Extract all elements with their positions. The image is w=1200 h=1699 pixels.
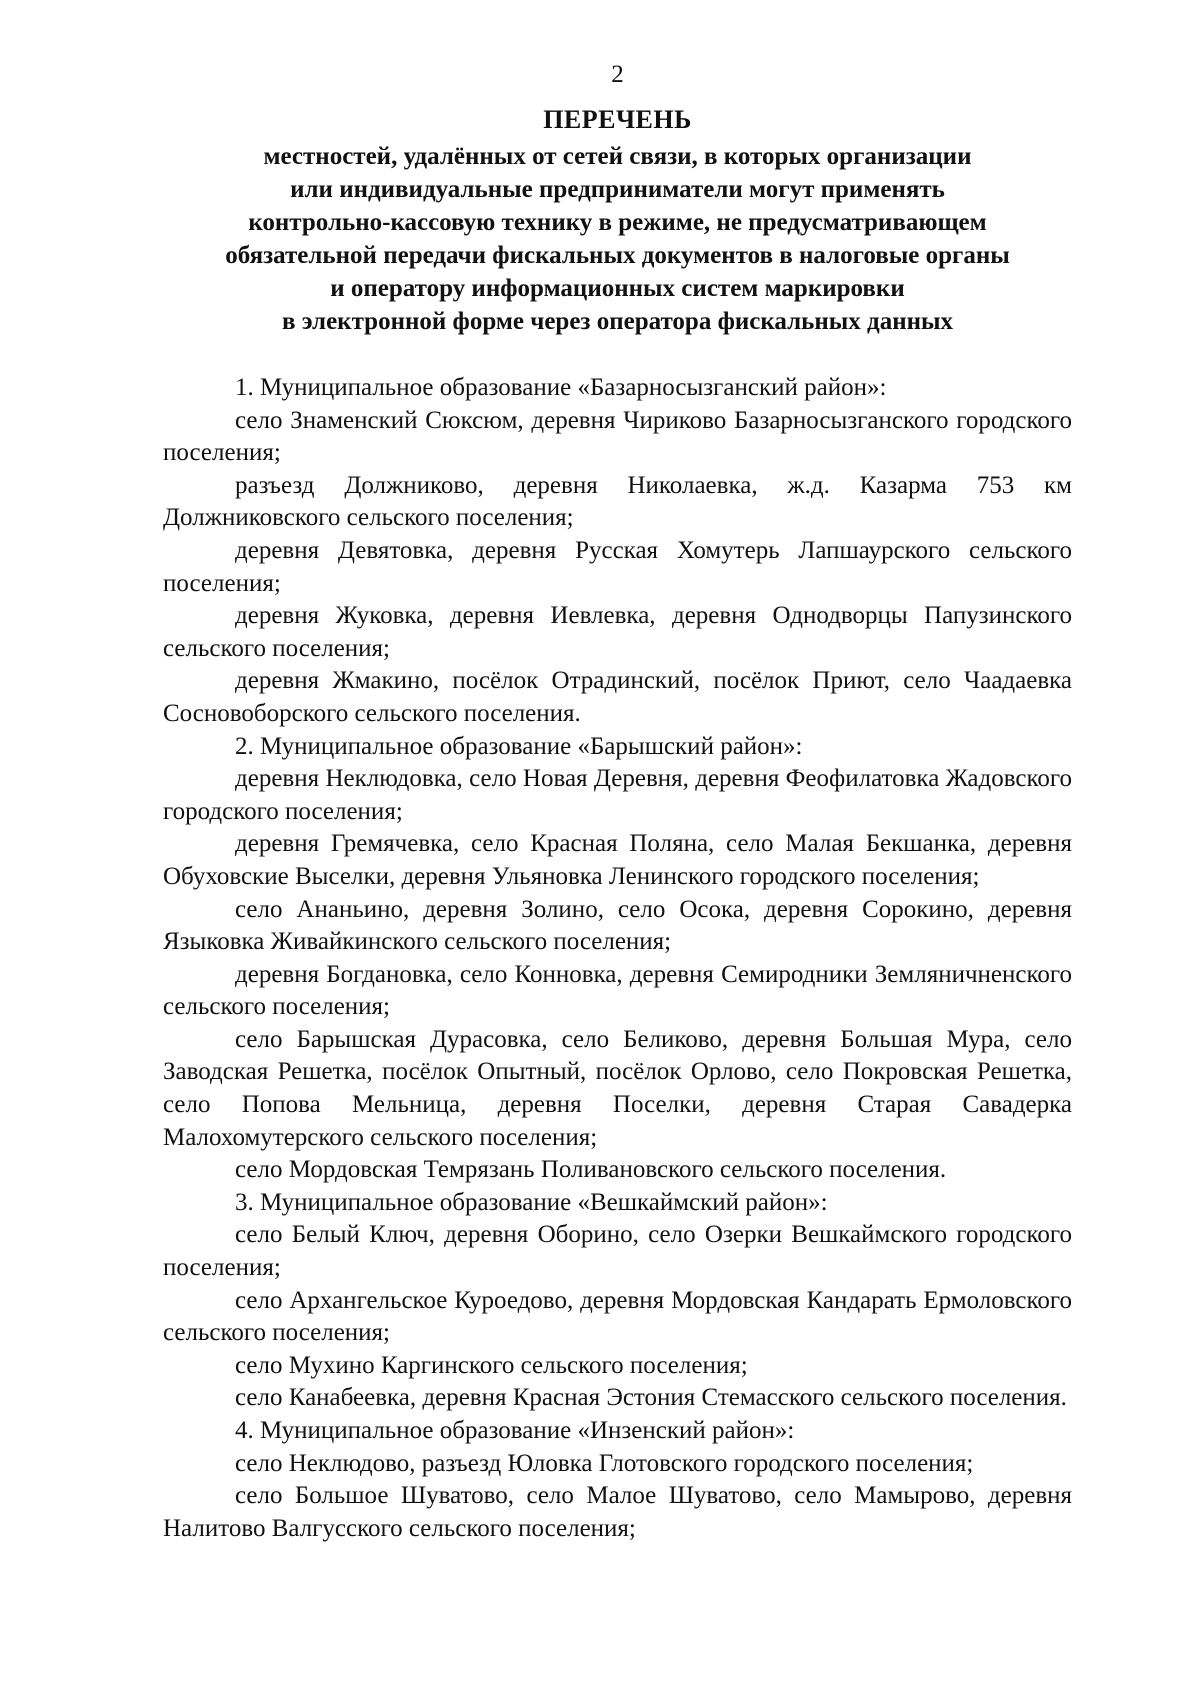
section-heading-1: 1. Муниципальное образование «Базарносызганский район»:	[235, 374, 887, 401]
settlement-entry: деревня Неклюдовка, село Новая Деревня, деревня Феофилатовка Жадовского городского поселения;	[163, 765, 1072, 825]
settlement-entry: село Мордовская Темрязань Поливановского сельского поселения.	[235, 1156, 947, 1184]
page-number: 2	[611, 61, 624, 88]
settlement-entry: село Архангельское Куроедово, деревня Мордовская Кандарать Ермоловского сельского поселения;	[163, 1286, 1072, 1347]
settlement-entry: деревня Богдановка, село Конновка, деревня Семиродники Земляничненского сельского поселения;	[163, 960, 1072, 1021]
settlement-entry: село Неклюдово, разъезд Юловка Глотовского городского поселения;	[235, 1449, 974, 1477]
subtitle-line: местностей, удалённых от сетей связи, в которых организации	[263, 143, 972, 170]
settlement-entry: село Канабеевка, деревня Красная Эстония Стемасского сельского поселения.	[235, 1384, 1067, 1412]
document-body	[163, 372, 1072, 1545]
subtitle-line: контрольно-кассовую технику в режиме, не предусматривающем	[248, 209, 987, 236]
section-heading-2: 2. Муниципальное образование «Барышский район»:	[235, 732, 803, 760]
section-heading-4: 4. Муниципальное образование «Инзенский район»:	[235, 1417, 795, 1444]
settlement-entry: деревня Жмакино, посёлок Отрадинский, посёлок Приют, село Чаадаевка Сосновоборского сельского поселения.	[163, 667, 1072, 727]
subtitle-line: в электронной форме через оператора фискальных данных	[281, 308, 954, 335]
settlement-entry: село Большое Шуватово, село Малое Шуватово, село Мамырово, деревня Налитово Валгусского сельского поселения;	[163, 1482, 1072, 1542]
subtitle-line: обязательной передачи фискальных документов в налоговые органы	[225, 242, 1010, 269]
settlement-entry: село Ананьино, деревня Золино, село Осока, деревня Сорокино, деревня Языковка Живайкинского сельского поселения;	[163, 895, 1072, 956]
settlement-entry: село Мухино Каргинского сельского поселения;	[235, 1351, 748, 1379]
section-heading-3: 3. Муниципальное образование «Вешкаймский район»:	[235, 1188, 828, 1216]
subtitle-line: или индивидуальные предприниматели могут применять	[290, 176, 945, 203]
settlement-entry: разъезд Должниково, деревня Николаевка, ж.д. Казарма 753 км Должниковского сельского поселения;	[163, 471, 1072, 532]
settlement-entry: село Знаменский Сюксюм, деревня Чириково Базарносызганского городского поселения;	[163, 406, 1072, 467]
document-title: ПЕРЕЧЕНЬ	[543, 105, 692, 134]
document-subtitle	[163, 140, 1072, 338]
settlement-entry: село Барышская Дурасовка, село Беликово, деревня Большая Мура, село Заводская Решетка, посёлок Опытный, посёлок Орлово, село Покровская Решетка, село Попова Мельница, деревня Поселки, деревня Старая Савадерка Малохомутерского сельского поселения;	[163, 1025, 1072, 1151]
settlement-entry: деревня Жуковка, деревня Иевлевка, деревня Однодворцы Папузинского сельского поселения;	[163, 602, 1072, 662]
settlement-entry: деревня Девятовка, деревня Русская Хомутерь Лапшаурского сельского поселения;	[163, 536, 1072, 597]
subtitle-line: и оператору информационных систем маркировки	[330, 275, 905, 302]
settlement-entry: деревня Гремячевка, село Красная Поляна, село Малая Бекшанка, деревня Обуховские Выселки, деревня Ульяновка Ленинского городского поселения;	[163, 830, 1072, 890]
settlement-entry: село Белый Ключ, деревня Оборино, село Озерки Вешкаймского городского поселения;	[163, 1221, 1072, 1282]
